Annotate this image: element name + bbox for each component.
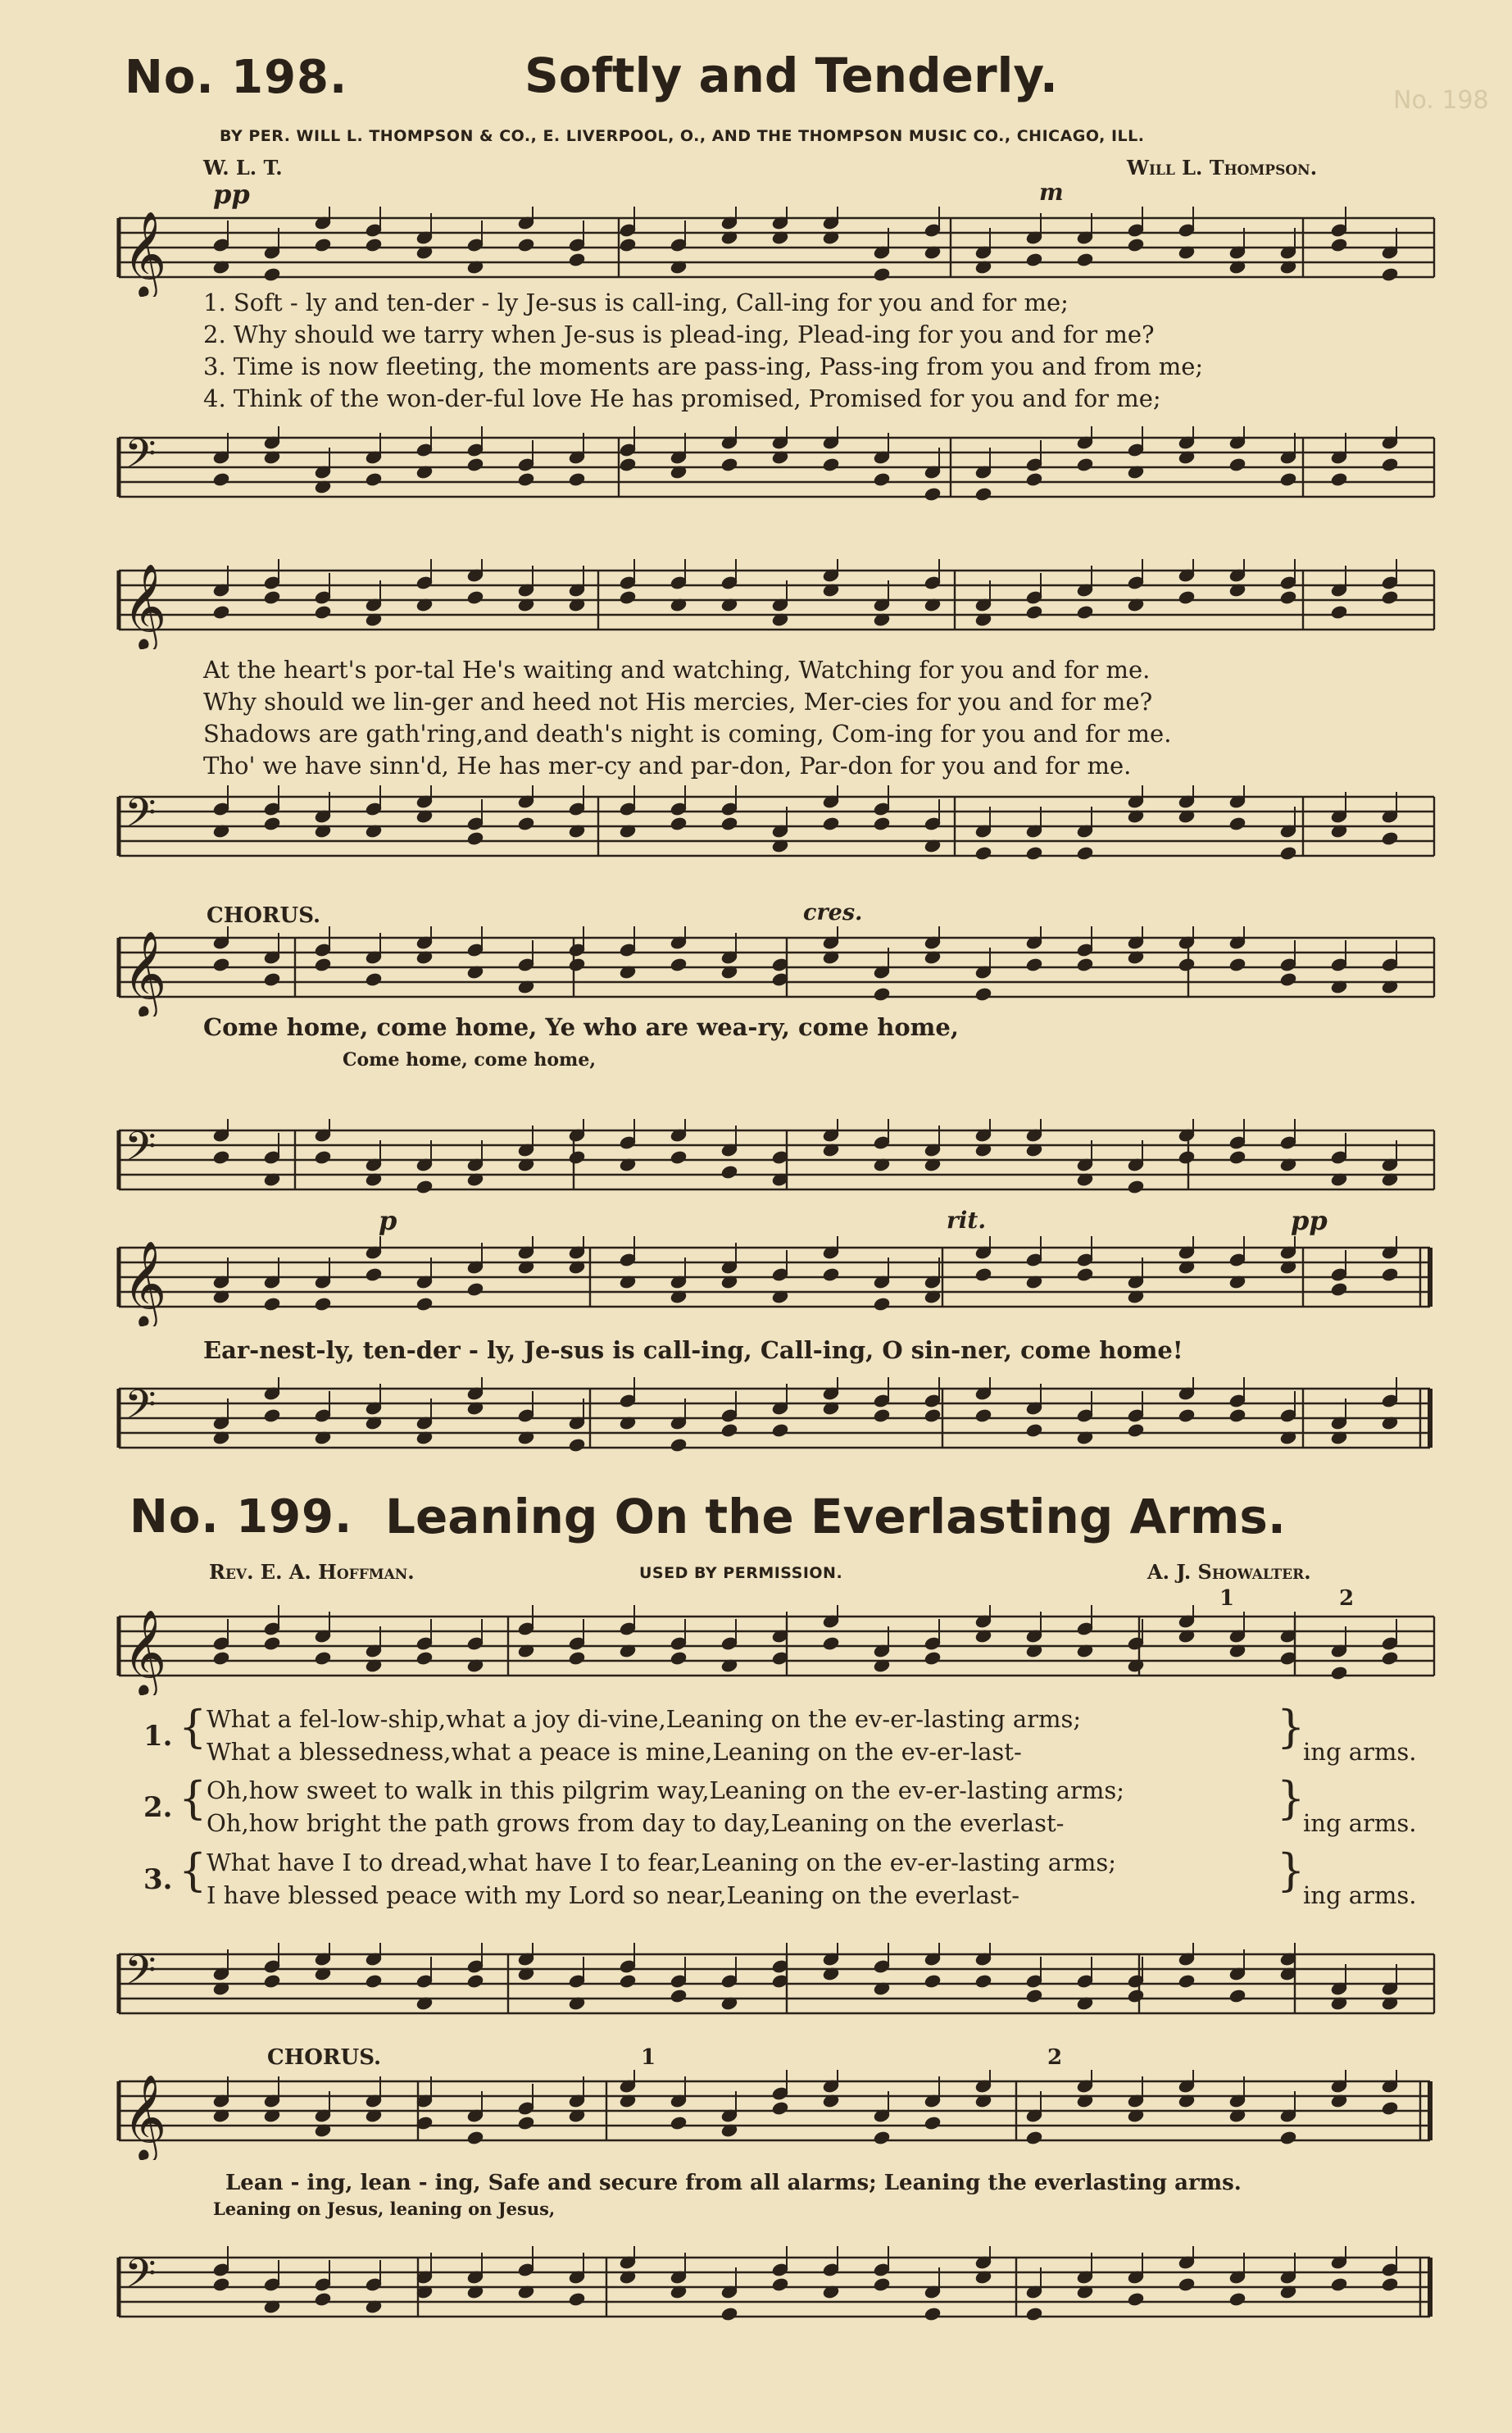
note-heads	[212, 1943, 1398, 2011]
hymn-198-credit: BY PER. WILL L. THOMPSON & CO., E. LIVERPOOL, O., AND THE THOMPSON MUSIC CO., CHICAGO, ILL.	[220, 127, 1145, 145]
svg-text:𝄞: 𝄞	[123, 1609, 167, 1695]
hymn-199-verse-2-end: ing arms.	[1303, 1809, 1417, 1837]
hymn-198-chorus-label: CHORUS.	[207, 903, 321, 928]
hymn-199-system-2-bass	[0, 2246, 1512, 2336]
hymn-199-chorus-label: CHORUS.	[267, 2045, 382, 2070]
hymn-199-chorus-echo: Leaning on Jesus, leaning on Jesus,	[213, 2199, 556, 2219]
dynamic-p: p	[379, 1205, 397, 1236]
dynamic-pp: pp	[213, 179, 250, 210]
hymn-199-verse-1-b: What a blessedness,what a peace is mine,Leaning on the ev-er-last-	[207, 1738, 1022, 1766]
hymn-198-verse-3-line-2: Shadows are gath'ring,and death's night is coming, Com-ing for you and for me.	[203, 720, 1172, 748]
hymn-198-system-2-treble	[0, 559, 1512, 649]
brace-right: }	[1277, 1772, 1305, 1824]
svg-text:𝄢: 𝄢	[125, 2250, 157, 2308]
svg-text:𝄞: 𝄞	[123, 930, 167, 1016]
hymn-198-composer: Will L. Thompson.	[1127, 156, 1318, 180]
svg-text:𝄞: 𝄞	[123, 1240, 167, 1326]
dynamic-m: m	[1039, 179, 1064, 206]
hymn-198-chorus-line-2: Ear-nest-ly, ten-der - ly, Je-sus is call-ing, Call-ing, O sin-ner, come home!	[203, 1336, 1183, 1364]
hymn-199-verse-2-a: Oh,how sweet to walk in this pilgrim way,Leaning on the ev-er-lasting arms;	[207, 1776, 1125, 1804]
svg-text:𝄞: 𝄞	[123, 563, 167, 649]
chorus-ending-1: 1	[641, 2045, 656, 2070]
dynamic-rit: rit.	[947, 1207, 987, 1234]
brace-left: {	[179, 1701, 207, 1753]
hymn-198-verse-1-line-1: 1. Soft - ly and ten-der - ly Je-sus is call-ing, Call-ing for you and for me;	[203, 289, 1069, 316]
hymn-199-system-2-treble	[0, 2070, 1512, 2160]
hymn-199-verse-1-end: ing arms.	[1303, 1738, 1417, 1766]
hymn-198-verse-4-line-2: Tho' we have sinn'd, He has mer-cy and par-don, Par-don for you and for me.	[203, 752, 1132, 780]
hymn-199-number: No. 199.	[129, 1490, 353, 1544]
hymn-198-verse-2-line-2: Why should we lin-ger and heed not His mercies, Mer-cies for you and for me?	[203, 688, 1153, 716]
hymn-198-verse-3-line-1: 3. Time is now fleeting, the moments are pass-ing, Pass-ing from you and from me;	[203, 352, 1204, 380]
hymn-198-system-4-bass	[0, 1377, 1512, 1467]
hymn-198-system-3-bass	[0, 1119, 1512, 1209]
hymn-198-title: Softly and Tenderly.	[524, 48, 1058, 103]
svg-text:𝄞: 𝄞	[123, 2074, 167, 2160]
hymn-198-chorus-echo: Come home, come home,	[343, 1049, 596, 1071]
hymn-198-verse-1-line-2: At the heart's por-tal He's waiting and watching, Watching for you and for me.	[203, 656, 1151, 684]
hymn-198-system-1-bass	[0, 426, 1512, 516]
hymn-198-verse-4-line-1: 4. Think of the won-der-ful love He has promised, Promised for you and for me;	[203, 384, 1161, 412]
brace-left: {	[179, 1844, 207, 1896]
hymn-199-verse-3-a: What have I to dread,what have I to fear,Leaning on the ev-er-lasting arms;	[207, 1849, 1117, 1876]
hymn-199-verse-3-number: 3.	[143, 1863, 173, 1896]
hymn-199-system-1-bass	[0, 1943, 1512, 2033]
hymn-199-verse-1-number: 1.	[143, 1720, 173, 1753]
svg-text:𝄢: 𝄢	[125, 1123, 157, 1180]
hymn-199-verse-3-b: I have blessed peace with my Lord so near,Leaning on the everlast-	[207, 1881, 1020, 1909]
ending-1-marker: 1	[1219, 1586, 1235, 1611]
hymn-199-verse-2-b: Oh,how bright the path grows from day to day,Leaning on the everlast-	[207, 1809, 1065, 1837]
hymn-198-verse-2-line-1: 2. Why should we tarry when Je-sus is plead-ing, Plead-ing for you and for me?	[203, 321, 1155, 348]
hymn-199-chorus-line: Lean - ing, lean - ing, Safe and secure from all alarms; Leaning the everlasting arms.	[225, 2171, 1242, 2195]
svg-text:𝄢: 𝄢	[125, 430, 157, 488]
hymn-199-system-1-treble	[0, 1605, 1512, 1695]
hymn-198-number: No. 198.	[125, 51, 348, 104]
hymn-198-system-4-treble	[0, 1236, 1512, 1326]
hymn-199-title: Leaning On the Everlasting Arms.	[385, 1489, 1286, 1544]
dynamic-cres: cres.	[803, 900, 863, 925]
svg-text:𝄞: 𝄞	[123, 211, 167, 297]
hymn-198-system-1-treble	[0, 207, 1512, 297]
hymn-199-lyricist: Rev. E. A. Hoffman.	[209, 1560, 415, 1584]
hymn-199-permission: USED BY PERMISSION.	[639, 1564, 843, 1582]
brace-right: }	[1277, 1844, 1305, 1896]
hymn-199-composer: A. J. Showalter.	[1147, 1560, 1311, 1584]
svg-text:𝄢: 𝄢	[125, 1947, 157, 2004]
note-heads	[212, 559, 1398, 627]
hymn-199-verse-2-number: 2.	[143, 1791, 173, 1824]
brace-left: {	[179, 1772, 207, 1824]
ending-2-marker: 2	[1339, 1586, 1355, 1611]
hymn-199-verse-3-end: ing arms.	[1303, 1881, 1417, 1909]
chorus-ending-2: 2	[1047, 2045, 1063, 2070]
hymn-198-lyricist: W. L. T.	[203, 156, 283, 180]
hymn-198-chorus-line-1: Come home, come home, Ye who are wea-ry, come home,	[203, 1013, 959, 1041]
dynamic-pp-end: pp	[1291, 1205, 1328, 1236]
hymn-199-verse-1-a: What a fel-low-ship,what a joy di-vine,Leaning on the ev-er-lasting arms;	[207, 1705, 1082, 1733]
hymn-198-system-2-bass	[0, 785, 1512, 875]
svg-text:𝄢: 𝄢	[125, 789, 157, 847]
hymn-198-system-3-treble	[0, 926, 1512, 1016]
bleed-through-text: No. 198	[1393, 86, 1489, 115]
brace-right: }	[1277, 1701, 1305, 1753]
svg-text:𝄢: 𝄢	[125, 1381, 157, 1439]
